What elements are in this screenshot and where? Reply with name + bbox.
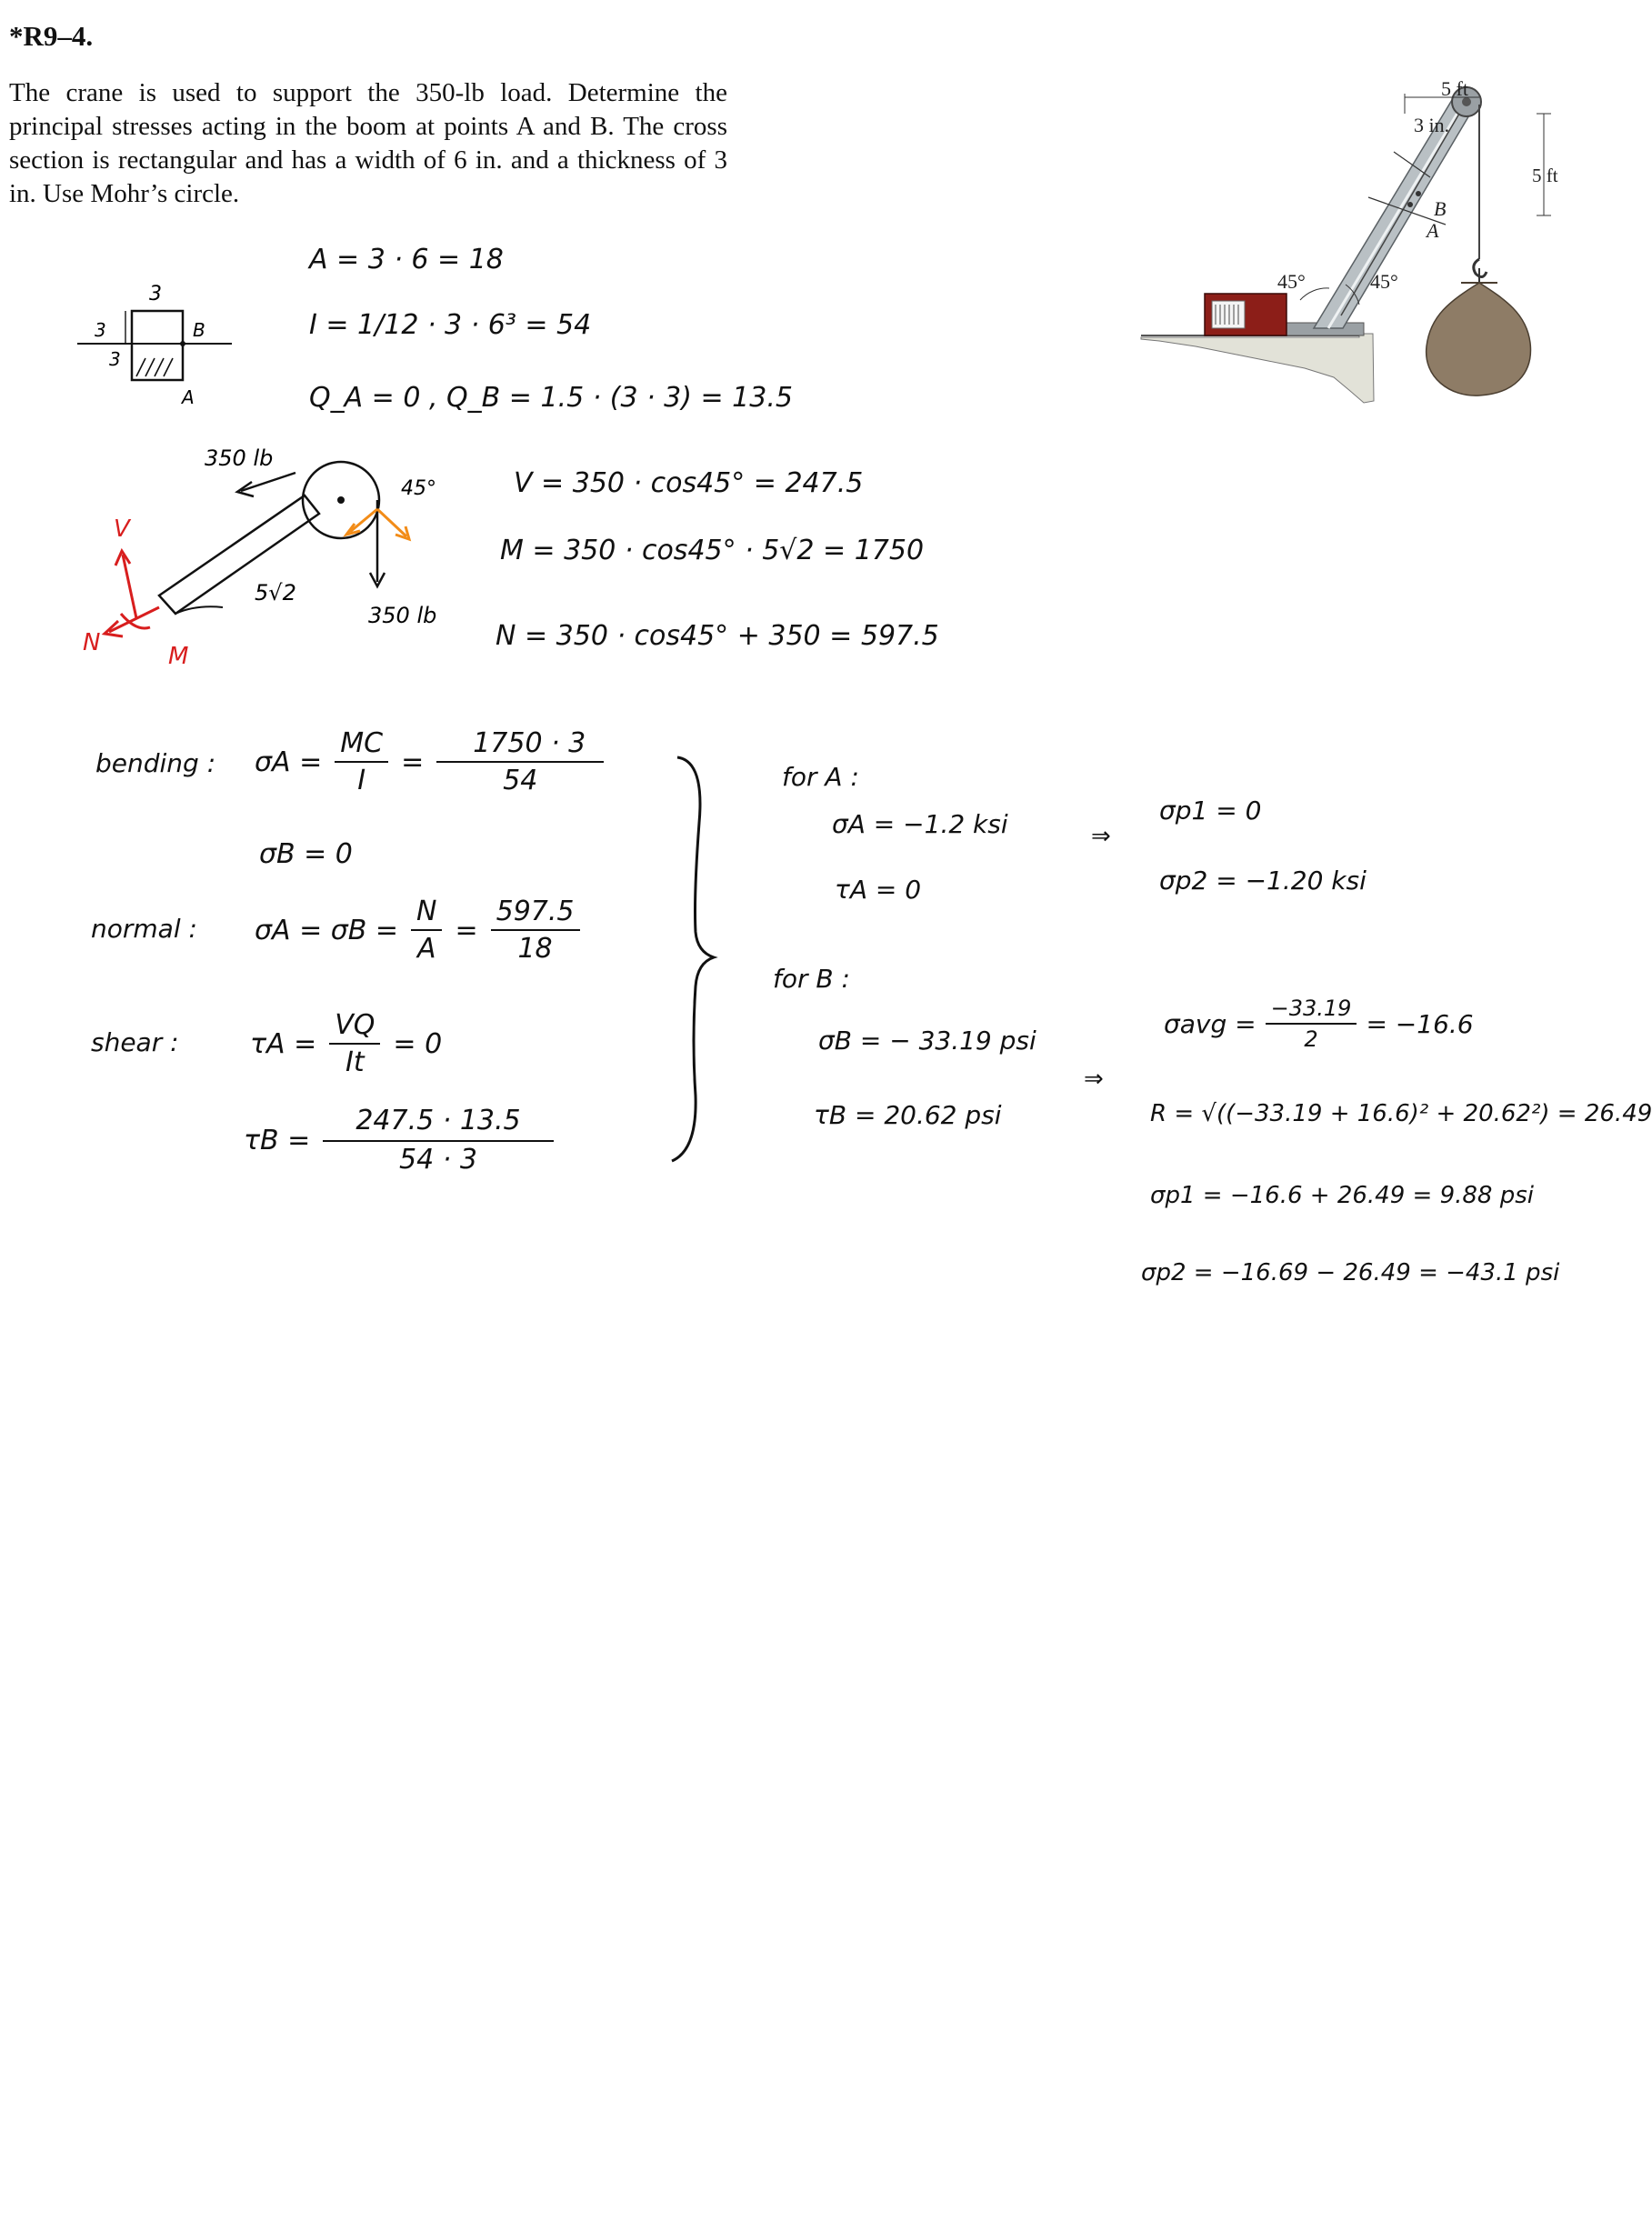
crane-figure	[1141, 77, 1577, 405]
point-b-tau: τB = 20.62 psi	[814, 1100, 1002, 1130]
shear-vq-fraction: $\frac{VQ}{It}$	[329, 1009, 380, 1078]
fbd-length: 5√2	[255, 580, 296, 606]
normal-label: normal :	[91, 914, 197, 944]
point-a-principal-2: σp2 = −1.20 ksi	[1159, 866, 1367, 896]
shear-value-fraction: $\frac{247.5 \cdot 13.5}{54 \cdot 3}$	[323, 1105, 553, 1176]
section-dim-top: 3	[149, 283, 162, 305]
point-b-principal-1: σp1 = −16.6 + 26.49 = 9.88 psi	[1150, 1182, 1535, 1209]
point-b-avg-left: σavg =	[1164, 1008, 1257, 1039]
normal-value-fraction: $\frac{597.5}{18}$	[491, 896, 580, 965]
bending-mc-fraction: $\frac{MC}{I}$	[335, 727, 388, 796]
shear-tau-a-value: = 0	[393, 1027, 443, 1060]
section-label-b: B	[193, 319, 205, 341]
bending-value-fraction: $\frac{1750 \cdot 3}{54}$	[436, 727, 604, 796]
shear-a-equation	[250, 1009, 442, 1078]
problem-statement: The crane is used to support the 350-lb load. Determine the principal stresses acting in the boom at points A and B. The cross section is rectangular and has a width of 6 in. and a thickness of 3 in. Use Mohr’s circle.	[9, 78, 727, 208]
point-a-heading: for A :	[782, 762, 859, 792]
fbd-load-top: 350 lb	[205, 445, 274, 471]
point-b-avg-fraction: $\frac{-33.19}{2}$	[1266, 996, 1357, 1052]
normal-equation: σA = σB = $\frac{N}{A}$ = $\frac{597.5}{18}$	[255, 896, 580, 965]
grouping-brace	[668, 750, 723, 1168]
point-b-heading: for B :	[773, 964, 850, 994]
point-a-sigma: σA = −1.2 ksi	[832, 809, 1008, 839]
bending-equation: σA = $\frac{MC}{I}$ = $\frac{1750 \cdot 3}{54}$	[255, 727, 604, 796]
point-b-sigma: σB = − 33.19 psi	[818, 1026, 1036, 1056]
dim-right-label: 5 ft	[1532, 165, 1558, 186]
normal-na-fraction: $\frac{N}{A}$	[411, 896, 442, 965]
angle-left-label: 45°	[1277, 270, 1306, 293]
section-sketch	[73, 273, 255, 409]
point-b-arrow: ⇒	[1084, 1066, 1104, 1093]
point-a-label: A	[1427, 219, 1439, 242]
dim-thickness-label: 3 in.	[1414, 114, 1450, 136]
point-a-principal-1: σp1 = 0	[1159, 796, 1262, 826]
normal-force-equation: N = 350 · cos45° + 350 = 597.5	[496, 620, 939, 652]
section-dim-left: 3	[95, 319, 106, 341]
point-a-tau: τA = 0	[835, 875, 922, 905]
section-label-a: A	[182, 386, 195, 408]
problem-title: *R9–4.	[9, 20, 94, 52]
point-b-avg-right: = −16.6	[1366, 1008, 1474, 1039]
shear-label: shear :	[91, 1027, 179, 1057]
shear-tau-b: τB =	[244, 1124, 311, 1156]
point-b-radius: R = √((−33.19 + 16.6)² + 20.62²) = 26.49	[1150, 1100, 1652, 1127]
shear-tau-a: τA =	[250, 1027, 317, 1060]
normal-sigma: σA = σB =	[255, 914, 399, 946]
bending-sigma-b: σB = 0	[259, 838, 353, 870]
angle-right-label: 45°	[1370, 270, 1398, 293]
point-b-label: B	[1434, 197, 1447, 220]
moment-equation: M = 350 · cos45° · 5√2 = 1750	[500, 535, 925, 566]
fbd-label-n: N	[83, 629, 101, 656]
point-b-principal-2: σp2 = −16.69 − 26.49 = −43.1 psi	[1141, 1259, 1560, 1286]
fbd-load-bottom: 350 lb	[368, 603, 437, 628]
shear-b-equation	[244, 1105, 554, 1176]
point-a-arrow: ⇒	[1091, 823, 1111, 850]
dim-top-label: 5 ft	[1441, 77, 1468, 100]
point-b-avg-equation	[1164, 996, 1474, 1052]
section-dim-lower: 3	[109, 348, 121, 370]
free-body-diagram	[77, 445, 477, 673]
inertia-equation: I = 1/12 · 3 · 6³ = 54	[309, 309, 592, 341]
fbd-label-v: V	[114, 515, 130, 543]
area-equation: A = 3 · 6 = 18	[309, 244, 504, 275]
shear-force-equation: V = 350 · cos45° = 247.5	[514, 467, 864, 499]
first-moment-equation: Q_A = 0 , Q_B = 1.5 · (3 · 3) = 13.5	[309, 382, 793, 414]
bending-sigma-a: σA =	[255, 746, 323, 778]
bending-label: bending :	[95, 748, 216, 778]
fbd-label-m: M	[168, 643, 189, 670]
fbd-angle: 45°	[401, 477, 436, 500]
